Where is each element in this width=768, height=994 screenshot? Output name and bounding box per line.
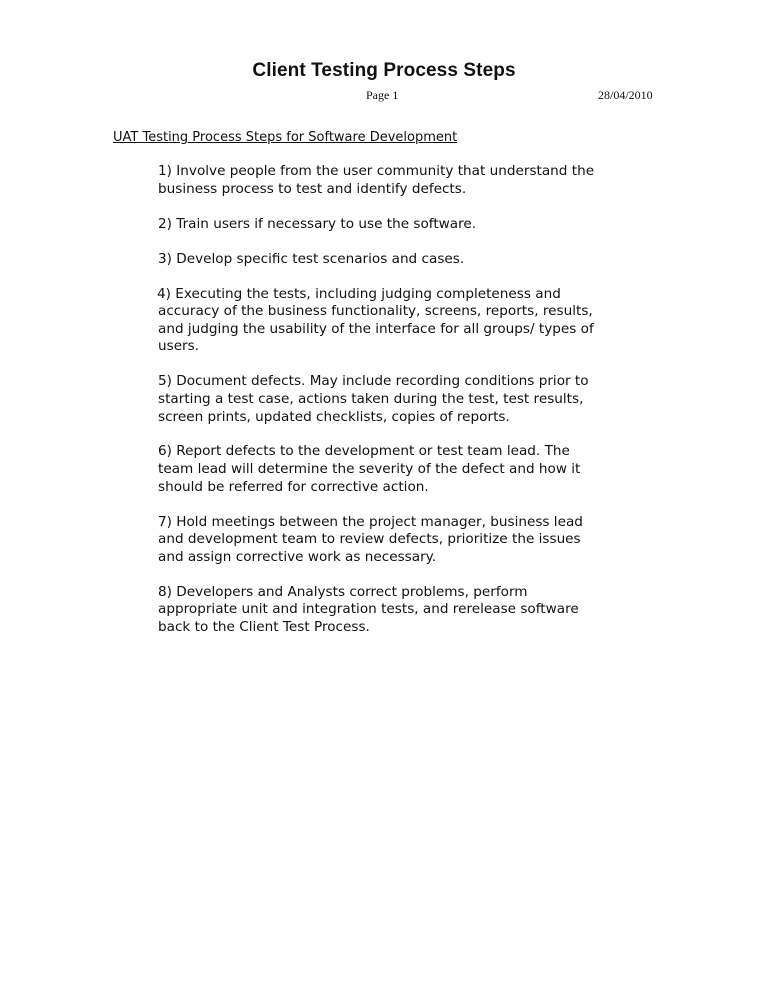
document-title: Client Testing Process Steps: [252, 60, 516, 81]
step-text: 3) Develop specific test scenarios and cases.: [158, 250, 465, 267]
process-step: [158, 584, 658, 637]
step-text: 7) Hold meetings between the project manager, business lead and development team to review defects, prioritize the issues and assign corrective work as necessary.: [158, 513, 583, 565]
document-date: 28/04/2010: [598, 88, 653, 102]
step-text: 5) Document defects. May include recording conditions prior to starting a test case, actions taken during the test, test results, screen prints, updated checklists, copies of reports.: [158, 373, 589, 425]
step-text: 8) Developers and Analysts correct problems, perform appropriate unit and integration tests, and rerelease software back to the Client Test Process.: [158, 583, 579, 636]
step-text: 4) Executing the tests, including judging completeness and accuracy of the business functionality, screens, reports, results, and judging the usability of the interface for all groups/ types of users.: [157, 285, 594, 355]
section-heading: UAT Testing Process Steps for Software Development: [113, 130, 458, 145]
step-text: 6) Report defects to the development or test team lead. The team lead will determine the severity of the defect and how it should be referred for corrective action.: [158, 443, 581, 495]
process-step: [158, 216, 658, 234]
page-number: Page 1: [366, 88, 399, 102]
step-text: 2) Train users if necessary to use the software.: [158, 215, 477, 232]
process-step: [158, 251, 658, 269]
process-step: [158, 286, 658, 356]
process-step: [158, 443, 658, 496]
process-step: [158, 514, 658, 567]
process-step: [158, 373, 658, 426]
process-step: [158, 163, 658, 198]
step-text: 1) Involve people from the user community that understand the business process to test and identify defects.: [158, 163, 595, 197]
process-steps-list: [158, 163, 658, 654]
